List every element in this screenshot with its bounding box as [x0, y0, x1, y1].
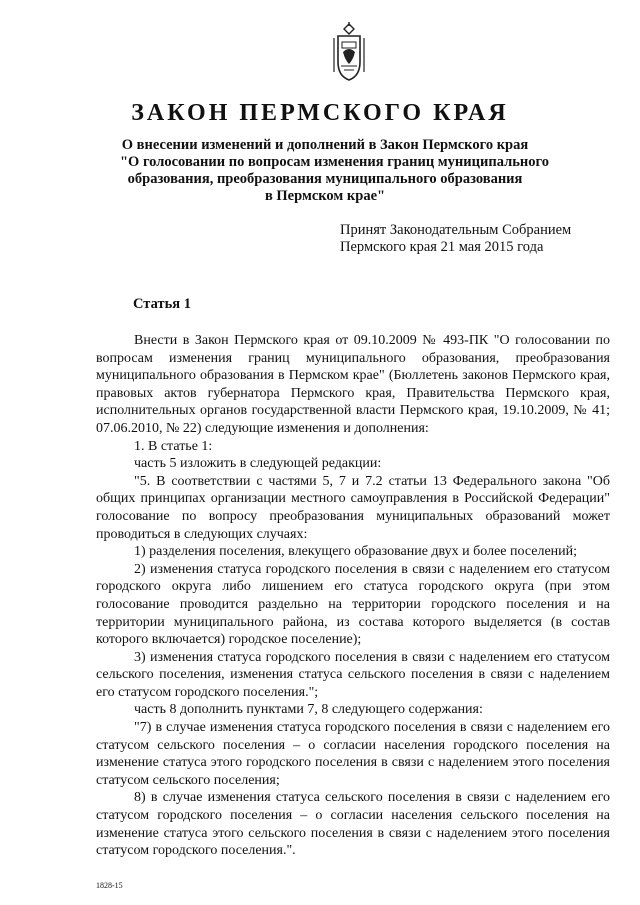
- paragraph-item: часть 8 дополнить пунктами 7, 8 следующего содержания:: [134, 702, 483, 718]
- paragraph-item: 3) изменения статуса городского поселения в связи с наделением его статусом сельского поселения, изменения статуса сельского поселения в связи с наделением его статусом городского поселения.";: [96, 649, 610, 700]
- document-number: 1828-15: [96, 881, 123, 890]
- paragraph-item: 1) разделения поселения, влекущего образование двух и более поселений;: [134, 544, 578, 560]
- paragraph-intro: Внести в Закон Пермского края от 09.10.2009 № 493-ПК "О голосовании по вопросам изменения границ муниципального образования, преобразования муниципального образования в Пермском крае" (Бюллетень законов Пермского края, правовых актов губернатора Пермского края, Правительства Пермского края, исполнительных органов государственной власти Пермского края, 19.10.2009, № 41; 07.06.2010, № 22) следующие изменения и дополнения:: [96, 333, 610, 436]
- subtitle-line: в Пермском крае": [264, 188, 386, 204]
- subtitle-line: образования, преобразования муниципального образования: [127, 171, 523, 187]
- paragraph-item: 8) в случае изменения статуса сельского поселения в связи с наделением его статусом городского поселения – о согласии населения сельского поселения на изменение статуса этого сельского поселения в связи с наделением этого поселения статусом городского поселения.".: [96, 790, 610, 859]
- adoption-line: Принят Законодательным Собранием: [340, 222, 572, 238]
- article-heading: Статья 1: [133, 296, 191, 312]
- paragraph-quote: "5. В соответствии с частями 5, 7 и 7.2 статьи 13 Федерального закона "Об общих принципах организации местного самоуправления в Российской Федерации" голосование по вопросу преобразования муниципальных образований может проводиться в следующих случаях:: [96, 473, 610, 542]
- paragraph-item: часть 5 изложить в следующей редакции:: [134, 456, 382, 472]
- paragraph-item: "7) в случае изменения статуса городского поселения в связи с наделением его статусом сельского поселения – о согласии населения городского поселения на изменение статуса этого городского поселения в связи с наделением этого поселения статусом сельского поселения;: [96, 720, 610, 788]
- paragraph-item: 1. В статье 1:: [134, 438, 213, 454]
- adoption-note: [340, 222, 571, 256]
- coat-of-arms-icon: [330, 22, 368, 82]
- adoption-line: Пермского края 21 мая 2015 года: [340, 239, 544, 255]
- subtitle-line: О внесении изменений и дополнений в Закон Пермского края: [121, 137, 529, 153]
- law-title: ЗАКОН ПЕРМСКОГО КРАЯ: [131, 100, 509, 126]
- paragraph-item: 2) изменения статуса городского поселения в связи с наделением его статусом городского округа либо лишением его статуса городского округа (при этом голосование проводится раздельно на территории городского поселения и на территории муниципального района, из состава которого выделяется (в состав которого включается) городское поселение);: [96, 561, 610, 648]
- subtitle-line: "О голосовании по вопросам изменения границ муниципального: [120, 154, 549, 170]
- law-subtitle: [120, 137, 549, 205]
- article-body: [96, 332, 610, 860]
